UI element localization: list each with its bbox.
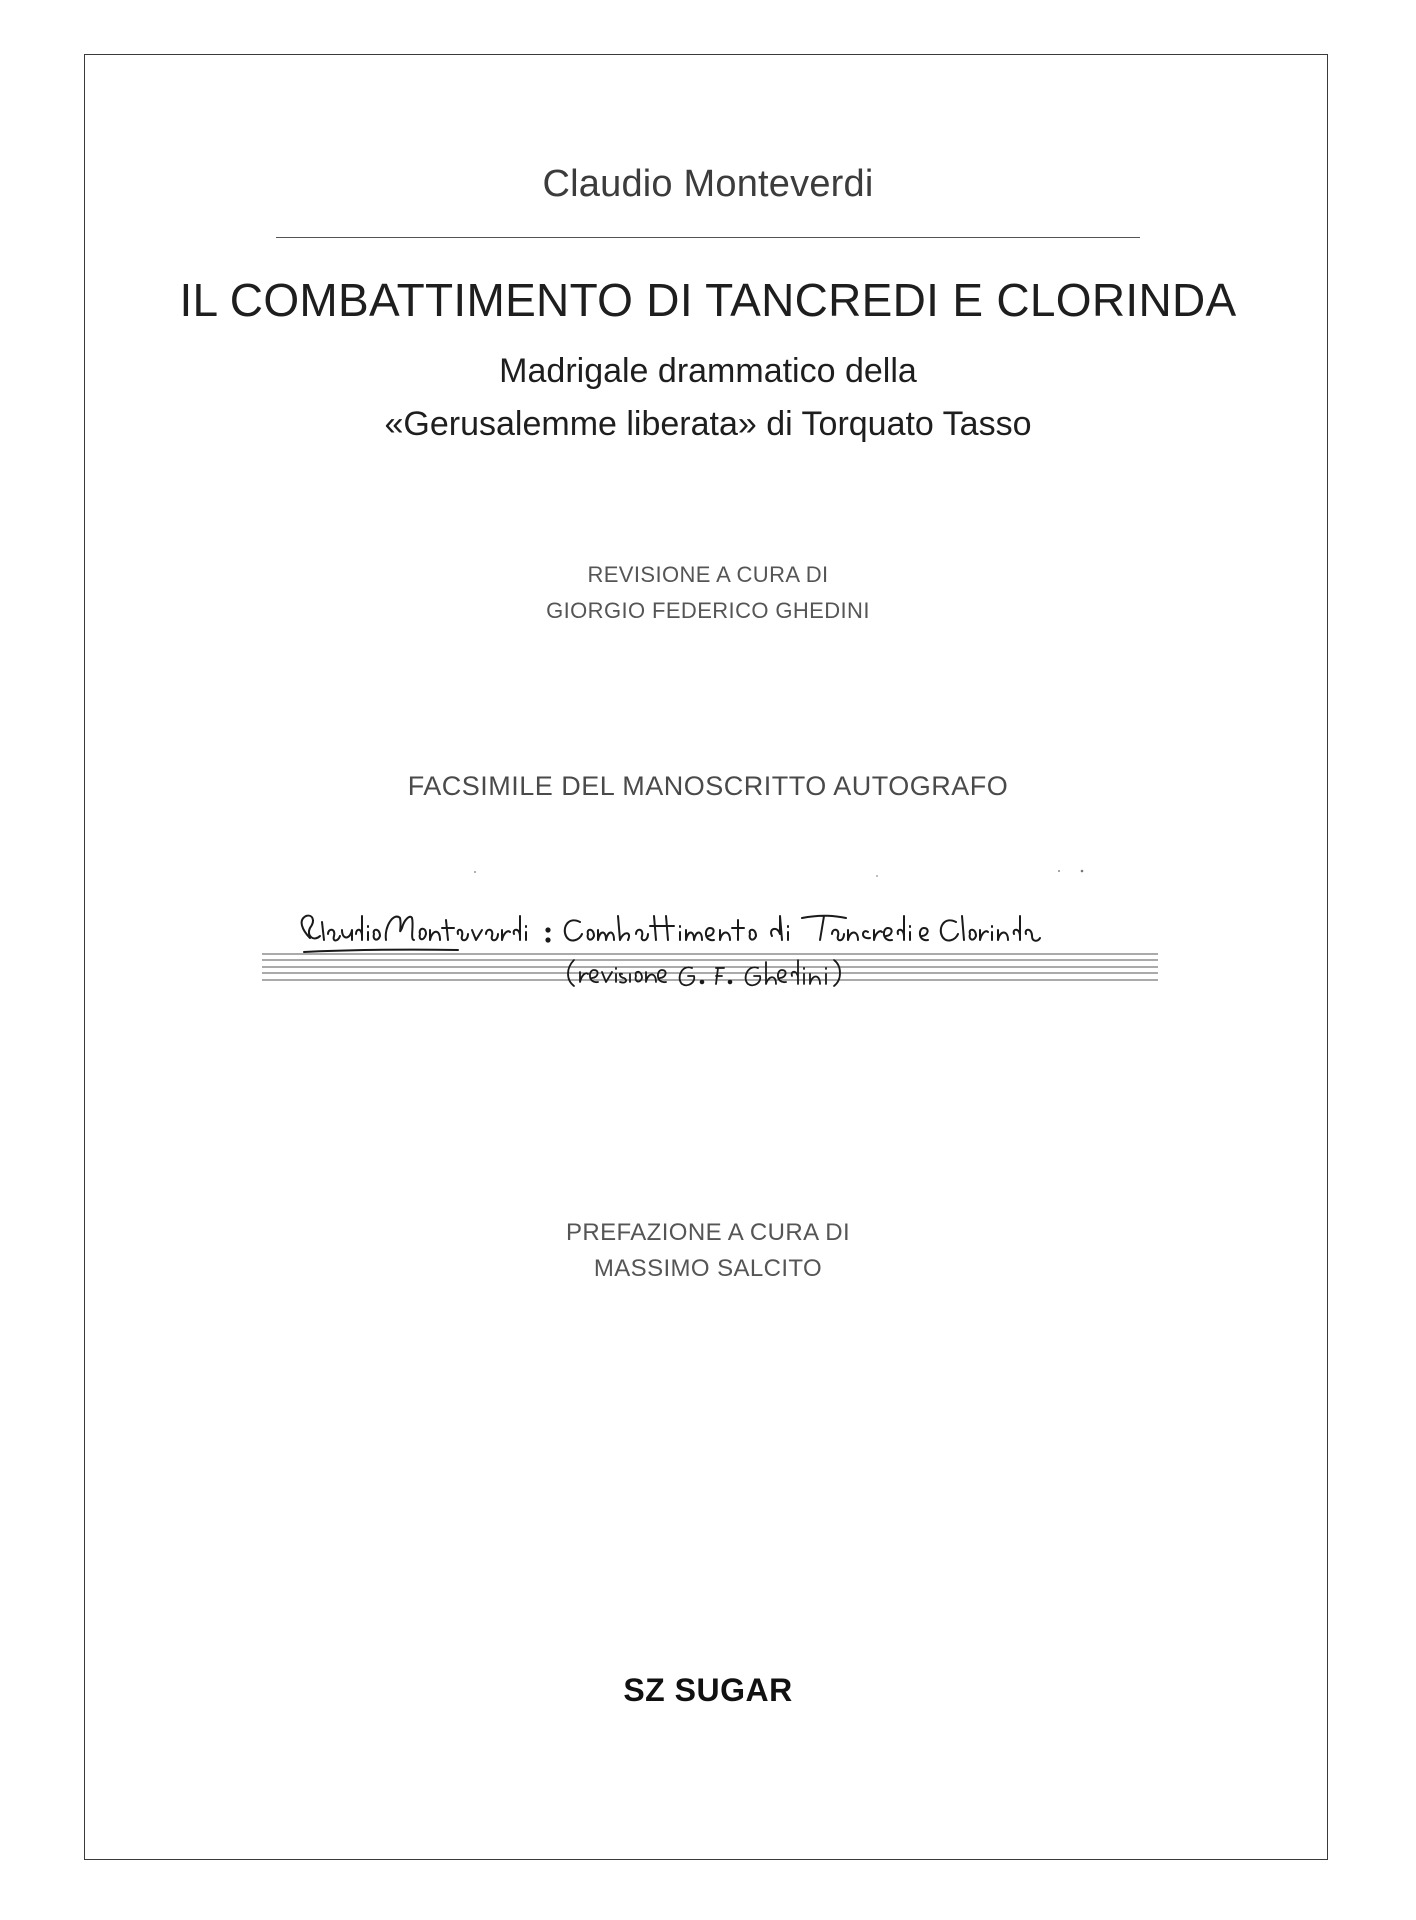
facsimile-label: FACSIMILE DEL MANOSCRITTO AUTOGRAFO (407, 771, 1009, 801)
handwriting-line-1 (302, 916, 1040, 952)
work-title: IL COMBATTIMENTO DI TANCREDI E CLORINDA (179, 274, 1237, 326)
subtitle-line-2: «Gerusalemme liberata» di Torquato Tasso (384, 405, 1032, 443)
revision-label: REVISIONE A CURA DI (587, 562, 829, 587)
publisher-logo-text: SZ SUGAR (623, 1672, 793, 1708)
revision-editor: GIORGIO FEDERICO GHEDINI (546, 598, 870, 623)
author-name: Claudio Monteverdi (542, 163, 874, 205)
music-staff (262, 954, 1158, 980)
preface-label: PREFAZIONE A CURA DI (565, 1219, 851, 1246)
title-divider (276, 237, 1140, 238)
preface-author: MASSIMO SALCITO (593, 1255, 823, 1282)
subtitle-line-1: Madrigale drammatico della (499, 352, 917, 390)
manuscript-signature-image (262, 856, 1162, 996)
